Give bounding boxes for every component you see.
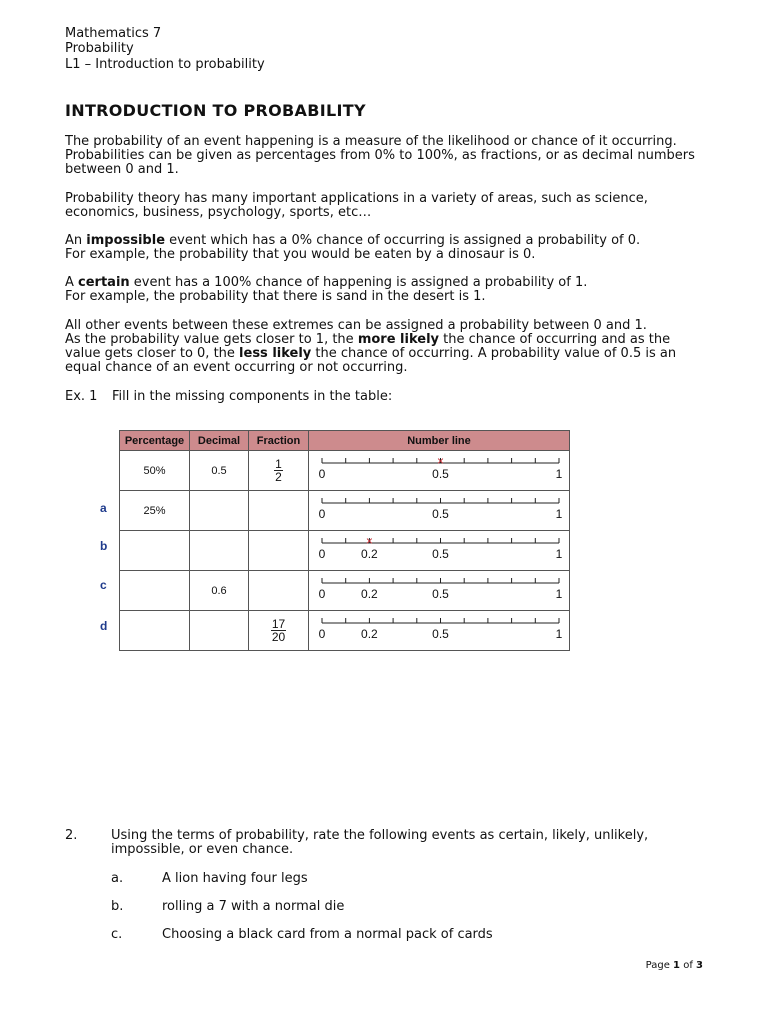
fraction-cell[interactable] — [249, 611, 309, 651]
number-line-cell[interactable] — [309, 491, 570, 531]
course-name: Mathematics 7 — [65, 26, 162, 41]
number-line-cell[interactable] — [309, 611, 570, 651]
question-number: 2. — [65, 828, 78, 843]
number-line-label: 1 — [555, 587, 563, 601]
number-line-label: 0.2 — [361, 627, 378, 641]
paragraph-text: equal chance of an event occurring or not occurring. — [65, 360, 408, 375]
fraction-cell[interactable] — [249, 531, 309, 571]
decimal-cell[interactable] — [190, 531, 249, 571]
decimal-cell[interactable] — [190, 491, 249, 531]
percentage-cell[interactable] — [120, 571, 190, 611]
number-line-cell[interactable] — [309, 571, 570, 611]
number-line — [310, 531, 568, 567]
header-decimal: Decimal — [190, 431, 249, 451]
fraction-cell[interactable] — [249, 451, 309, 491]
number-line-label: 0.5 — [432, 507, 449, 521]
bold-term: impossible — [86, 233, 166, 248]
decimal-cell[interactable] — [190, 611, 249, 651]
text-run: event which has a 0% chance of occurring is assigned a probability of 0. — [165, 233, 641, 248]
question-item-text: Choosing a black card from a normal pack of cards — [162, 927, 493, 942]
table-row — [120, 611, 570, 651]
table-row — [120, 531, 570, 571]
number-line-cell[interactable] — [309, 451, 570, 491]
fraction-numerator: 1 — [275, 456, 282, 471]
text-run: value gets closer to 0, the — [65, 346, 240, 361]
number-line-label: 0 — [318, 587, 326, 601]
number-line-label: 1 — [555, 547, 563, 561]
bold-term: certain — [78, 275, 130, 290]
fraction-cell[interactable] — [249, 491, 309, 531]
paragraph-text: Probability theory has many important applications in a variety of areas, such as science, — [65, 191, 648, 206]
page-footer — [646, 960, 703, 971]
fraction-cell[interactable] — [249, 571, 309, 611]
fraction-denominator: 2 — [275, 469, 282, 484]
header-number-line: Number line — [309, 431, 570, 451]
number-line — [310, 571, 568, 607]
text-run: the chance of occurring and as the — [439, 332, 671, 347]
exercise-instruction: Fill in the missing components in the table: — [112, 389, 393, 404]
footer-page-number: 1 — [673, 960, 681, 971]
unit-name: Probability — [65, 41, 134, 56]
percentage-cell[interactable]: 50% — [120, 451, 190, 491]
number-line-label: 0.2 — [361, 587, 378, 601]
number-line-mark: × — [365, 534, 373, 548]
text-run: the chance of occurring. A probability value of 0.5 is an — [311, 346, 677, 361]
decimal-cell[interactable]: 0.6 — [190, 571, 249, 611]
row-label-b: b — [100, 539, 108, 553]
paragraph-text — [65, 234, 640, 248]
text-run: An — [65, 233, 87, 248]
footer-of-word: of — [683, 960, 693, 971]
header-fraction: Fraction — [249, 431, 309, 451]
paragraph-text: For example, the probability that there is sand in the desert is 1. — [65, 289, 486, 304]
question-text: impossible, or even chance. — [111, 842, 294, 857]
number-line-label: 0.5 — [432, 627, 449, 641]
number-line-label: 0 — [318, 507, 326, 521]
header-percentage: Percentage — [120, 431, 190, 451]
number-line-label: 0.5 — [432, 587, 449, 601]
paragraph-text: The probability of an event happening is a measure of the likelihood or chance of it occurring. — [65, 134, 677, 149]
number-line — [310, 491, 568, 527]
table-header-row — [120, 431, 570, 451]
paragraph-text: Probabilities can be given as percentages from 0% to 100%, as fractions, or as decimal numbers — [65, 148, 695, 163]
percentage-cell[interactable] — [120, 611, 190, 651]
number-line-label: 0 — [318, 547, 326, 561]
paragraph-text: economics, business, psychology, sports, etc… — [65, 205, 372, 220]
number-line-mark: × — [436, 454, 445, 468]
number-line-label: 1 — [555, 507, 563, 521]
paragraph-text: All other events between these extremes can be assigned a probability between 0 and 1. — [65, 318, 647, 333]
text-run: A — [65, 275, 79, 290]
table-row — [120, 451, 570, 491]
number-line-label: 0 — [318, 627, 326, 641]
footer-total-pages: 3 — [696, 960, 703, 971]
text-run: event has a 100% chance of happening is assigned a probability of 1. — [129, 275, 588, 290]
number-line-cell[interactable] — [309, 531, 570, 571]
row-label-d: d — [100, 619, 108, 633]
paragraph-text — [65, 333, 670, 347]
paragraph-text: between 0 and 1. — [65, 162, 179, 177]
percentage-cell[interactable] — [120, 531, 190, 571]
bold-term: more likely — [357, 332, 439, 347]
number-line — [310, 451, 568, 487]
bold-term: less likely — [239, 346, 312, 361]
number-line-label: 0.2 — [361, 547, 378, 561]
number-line-label: 1 — [555, 627, 563, 641]
question-item-letter: b. — [111, 899, 124, 914]
question-item-letter: c. — [111, 927, 123, 942]
decimal-cell[interactable]: 0.5 — [190, 451, 249, 491]
exercise-label: Ex. 1 — [65, 389, 98, 404]
fraction-denominator: 20 — [271, 629, 286, 644]
number-line-label: 0.5 — [432, 467, 449, 481]
table-row — [120, 491, 570, 531]
number-line-label: 0.5 — [432, 547, 449, 561]
question-text: Using the terms of probability, rate the following events as certain, likely, unlikely, — [111, 828, 649, 843]
percentage-cell[interactable]: 25% — [120, 491, 190, 531]
paragraph-text — [65, 347, 676, 361]
fraction — [271, 618, 286, 643]
number-line — [310, 611, 568, 647]
question-item-text: rolling a 7 with a normal die — [162, 899, 345, 914]
fraction-numerator: 17 — [271, 616, 286, 631]
number-line-label: 0 — [318, 467, 326, 481]
paragraph-text — [65, 276, 587, 290]
footer-page-word: Page — [645, 960, 670, 971]
page-title: INTRODUCTION TO PROBABILITY — [65, 101, 366, 120]
text-run: As the probability value gets closer to 1, the — [65, 332, 358, 347]
table-row — [120, 571, 570, 611]
question-item-text: A lion having four legs — [162, 871, 308, 886]
row-label-c: c — [100, 578, 107, 592]
probability-table — [119, 430, 570, 651]
number-line-label: 1 — [555, 467, 563, 481]
question-item-letter: a. — [111, 871, 124, 886]
lesson-name: L1 – Introduction to probability — [65, 57, 265, 72]
row-label-a: a — [100, 501, 107, 515]
paragraph-text: For example, the probability that you would be eaten by a dinosaur is 0. — [65, 247, 536, 262]
fraction — [274, 458, 283, 483]
